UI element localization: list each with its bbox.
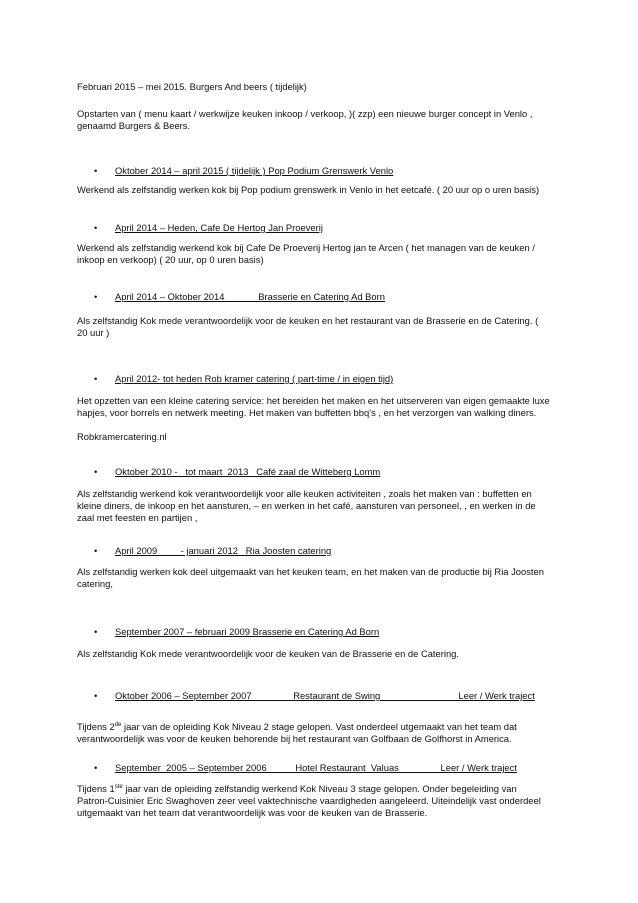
- entry-description: Werkend als zelfstandig werkend kok bij Cafe De Proeverij Hertog jan te Arcen ( het managen van de keuken / inkoop en verkoop) ( 20 uur, op 0 uren basis): [77, 242, 535, 266]
- entry-description: [77, 783, 550, 820]
- entry-description: Werkend als zelfstandig werken kok bij Pop podium grenswerk in Venlo in het eetcafé. ( 20 uur op o uren basis): [77, 184, 540, 195]
- entry-description: Het opzetten van een kleine catering service: het bereiden het maken en het uitserveren van eigen gemaakte luxe hapjes, voor borrels en netwerk meeting. Het maken van buffetten bbq’s , en het verzorgen van walking diners.: [77, 395, 550, 419]
- entry-title: April 2014 – Heden, Cafe De Hertog Jan Proeverij: [115, 222, 323, 233]
- entry-description-text: jaar van de opleiding Kok Niveau 2 stage gelopen. Vast onderdeel utgemaakt van het team dat verantwoordelijk was voor de keuken behorende bij het restaurant van Golfbaan de Golfhorst in America.: [77, 721, 517, 745]
- entry-description: [77, 721, 550, 745]
- entry-description-text: Tijdens 1: [77, 783, 115, 794]
- entry-title: September 2005 – September 2006 Hotel Restaurant Valuas Leer / Werk traject: [115, 762, 517, 773]
- entry-title: April 2014 – Oktober 2014 Brasserie en Catering Ad Born: [115, 291, 385, 302]
- bullet: •: [94, 545, 98, 556]
- bullet: •: [94, 690, 98, 701]
- bullet: •: [94, 291, 98, 302]
- bullet: •: [94, 373, 98, 384]
- bullet: •: [94, 762, 98, 773]
- entry-description: Als zelfstandig Kok mede verantwoordelijk voor de keuken van de Brasserie en de Catering.: [77, 648, 459, 659]
- entry-title: September 2007 – februari 2009 Brasserie en Catering Ad Born: [115, 626, 380, 637]
- entry-description: Opstarten van ( menu kaart / werkwijze keuken inkoop / verkoop, )( zzp) een nieuwe burger concept in Venlo , genaamd Burgers & Beers.: [77, 108, 533, 132]
- website-link[interactable]: Robkramercatering.nl: [77, 431, 167, 442]
- entry-title: Oktober 2006 – September 2007 Restaurant de Swing Leer / Werk traject: [115, 690, 535, 701]
- entry-title: April 2009 - januari 2012 Ria Joosten catering: [115, 545, 332, 556]
- entry-title: April 2012- tot heden Rob kramer catering ( part-time / in eigen tijd): [115, 373, 394, 384]
- entry-description: Als zelfstandig werken kok deel uitgemaakt van het keuken team, en het maken van de productie bij Ria Joosten catering,: [77, 566, 544, 590]
- bullet: •: [94, 222, 98, 233]
- bullet: •: [94, 626, 98, 637]
- bullet: •: [94, 165, 98, 176]
- entry-description-text: Tijdens 2: [77, 721, 115, 732]
- entry-title: Oktober 2010 - tot maart 2013 Café zaal de Witteberg Lomm: [115, 466, 381, 477]
- entry-title: Februari 2015 – mei 2015. Burgers And beers ( tijdelijk): [77, 81, 307, 92]
- entry-description: Als zelfstandig werkend kok verantwoordelijk voor alle keuken activiteiten , zoals het maken van : buffetten en kleine diners, de inkoop en het aansturen, – en werken in het café, aansturen van personeel, , en werken in de zaal met feesten en partijen ,: [77, 488, 536, 524]
- entry-description: Als zelfstandig Kok mede verantwoordelijk voor de keuken en het restaurant van de Brasserie en de Catering. ( 20 uur ): [77, 315, 539, 339]
- entry-description-text: jaar van de opleiding zelfstandig werkend Kok Niveau 3 stage gelopen. Onder begeleiding van Patron-Cuisinier Eric Swaghoven zeer veel vaktechnische vaardigheden aangeleerd. Uiteindelijk vast onderdeel uitgemaakt van het team dat verantwoordelijk was voor de keuken van de Brasserie.: [77, 783, 541, 819]
- ordinal-suffix: ste: [114, 784, 123, 790]
- entry-title: Oktober 2014 – april 2015 ( tijdelijk ) Pop Podium Grenswerk Venlo: [115, 165, 394, 176]
- ordinal-suffix: de: [114, 722, 122, 728]
- bullet: •: [94, 466, 98, 477]
